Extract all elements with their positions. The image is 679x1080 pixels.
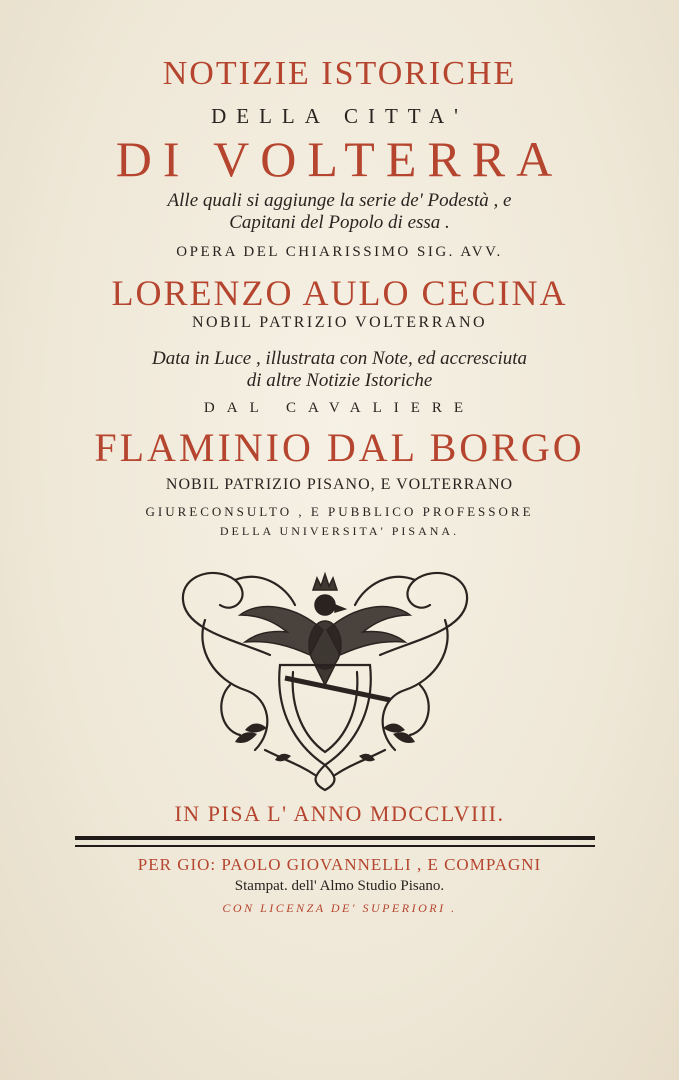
subtitle-line-1: Alle quali si aggiunge la serie de' Podestà , e [167, 190, 512, 211]
printer-line: PER GIO: PAOLO GIOVANNELLI , E COMPAGNI [137, 855, 542, 874]
title-line-di-volterra: DI VOLTERRA [115, 131, 564, 187]
divider-thick [75, 836, 595, 840]
author-title: NOBIL PATRIZIO VOLTERRANO [191, 314, 488, 331]
author-name: LORENZO AULO CECINA [111, 273, 568, 313]
license-line: CON LICENZA DE' SUPERIORI . [222, 901, 457, 915]
editor-profession-line-1: GIURECONSULTO , E PUBBLICO PROFESSORE [145, 504, 534, 519]
editor-title: NOBIL PATRIZIO PISANO, E VOLTERRANO [165, 476, 514, 493]
place-year: IN PISA L' ANNO MDCCLVIII. [174, 801, 505, 826]
title-line-notizie-istoriche: NOTIZIE ISTORICHE [162, 55, 517, 92]
press-line: Stampat. dell' Almo Studio Pisano. [234, 878, 445, 894]
title-line-della-citta: DELLA CITTA' [211, 104, 468, 128]
editor-profession-line-2: DELLA UNIVERSITA' PISANA. [219, 524, 460, 538]
subtitle-line-2: Capitani del Popolo di essa . [229, 212, 450, 233]
crowned-eagle-cartouche-icon [175, 560, 475, 795]
opera-line: OPERA DEL CHIARISSIMO SIG. AVV. [176, 244, 503, 260]
dal-cavaliere-line: DAL CAVALIERE [203, 400, 476, 416]
description-line-2: di altre Notizie Istoriche [246, 370, 433, 391]
editor-name: FLAMINIO DAL BORGO [94, 425, 585, 470]
divider-thin [75, 845, 595, 847]
description-line-1: Data in Luce , illustrata con Note, ed accresciuta [151, 348, 528, 369]
